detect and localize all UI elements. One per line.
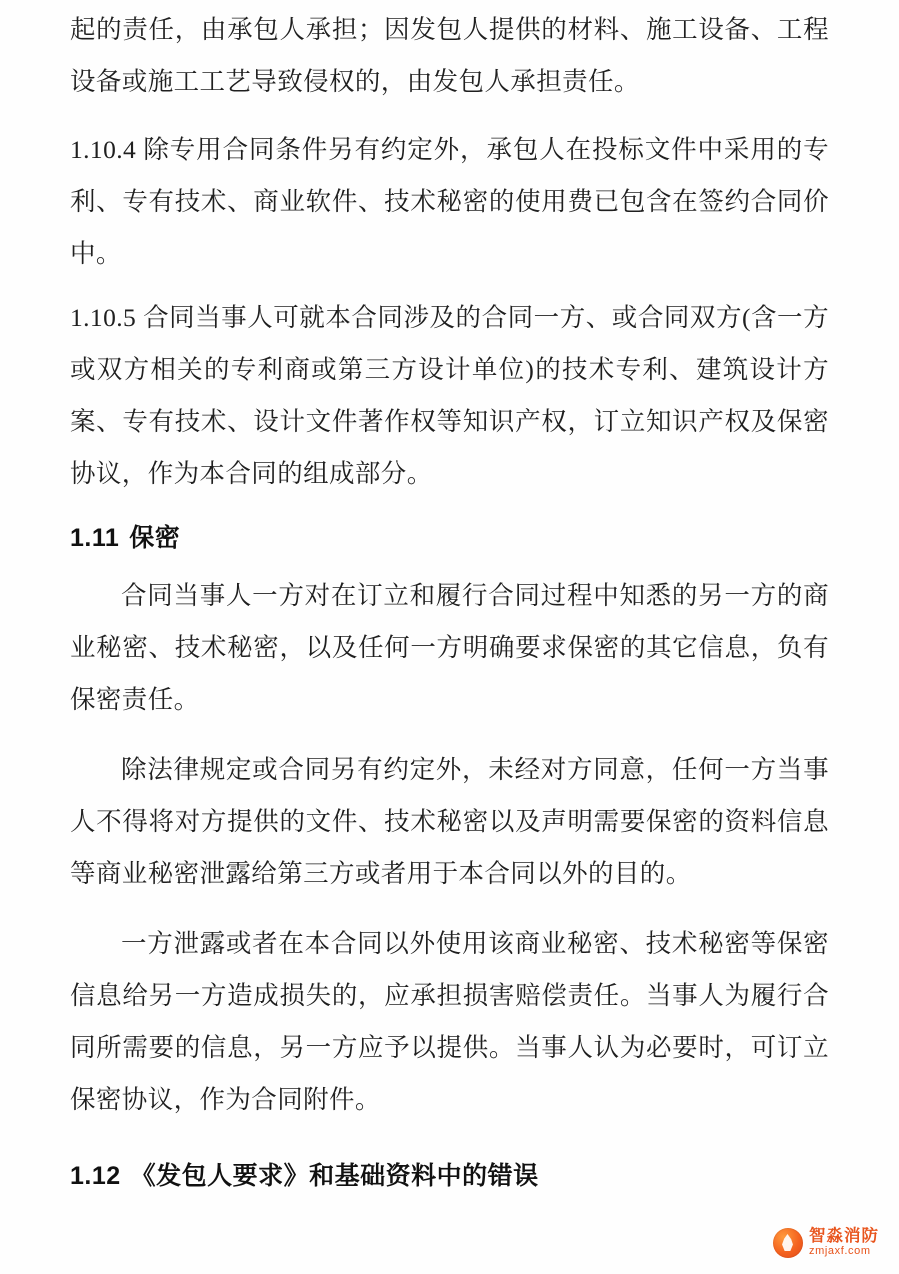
section-heading-1-11-number: 1.11 — [70, 524, 120, 552]
paragraph-confidential-2: 除法律规定或合同另有约定外，未经对方同意，任何一方当事人不得将对方提供的文件、技术秘密以及声明需要保密的资料信息等商业秘密泄露给第三方或者用于本合同以外的目的。 — [70, 755, 829, 888]
paragraph-confidential-3: 一方泄露或者在本合同以外使用该商业秘密、技术秘密等保密信息给另一方造成损失的，应承担损害赔偿责任。当事人为履行合同所需要的信息，另一方应予以提供。当事人认为必要时，可订立保密协议，作为合同附件。 — [70, 929, 829, 1114]
watermark-subtitle: zmjaxf.com — [809, 1245, 871, 1258]
document-body — [70, 0, 829, 1200]
section-heading-1-11 — [70, 514, 829, 562]
watermark-title: 智淼消防 — [809, 1227, 879, 1246]
watermark-logo — [773, 1228, 879, 1258]
paragraph-clause-1-10-4: 1.10.4 除专用合同条件另有约定外，承包人在投标文件中采用的专利、专有技术、商业软件、技术秘密的使用费已包含在签约合同价中。 — [70, 135, 829, 268]
paragraph-continued: 起的责任，由承包人承担；因发包人提供的材料、施工设备、工程设备或施工工艺导致侵权的，由发包人承担责任。 — [70, 15, 829, 96]
paragraph-confidential-1: 合同当事人一方对在订立和履行合同过程中知悉的另一方的商业秘密、技术秘密，以及任何一方明确要求保密的其它信息，负有保密责任。 — [70, 581, 829, 714]
paragraph-clause-1-10-5: 1.10.5 合同当事人可就本合同涉及的合同一方、或合同双方(含一方或双方相关的专利商或第三方设计单位)的技术专利、建筑设计方案、专有技术、设计文件著作权等知识产权，订立知识产权及保密协议，作为本合同的组成部分。 — [70, 303, 829, 488]
section-heading-1-11-title: 保密 — [129, 524, 181, 552]
watermark-text — [809, 1228, 879, 1258]
section-heading-1-12 — [70, 1152, 829, 1200]
section-heading-1-12-number: 1.12 — [70, 1162, 121, 1190]
flame-icon — [773, 1228, 803, 1258]
section-heading-1-12-title: 《发包人要求》和基础资料中的错误 — [130, 1162, 539, 1190]
